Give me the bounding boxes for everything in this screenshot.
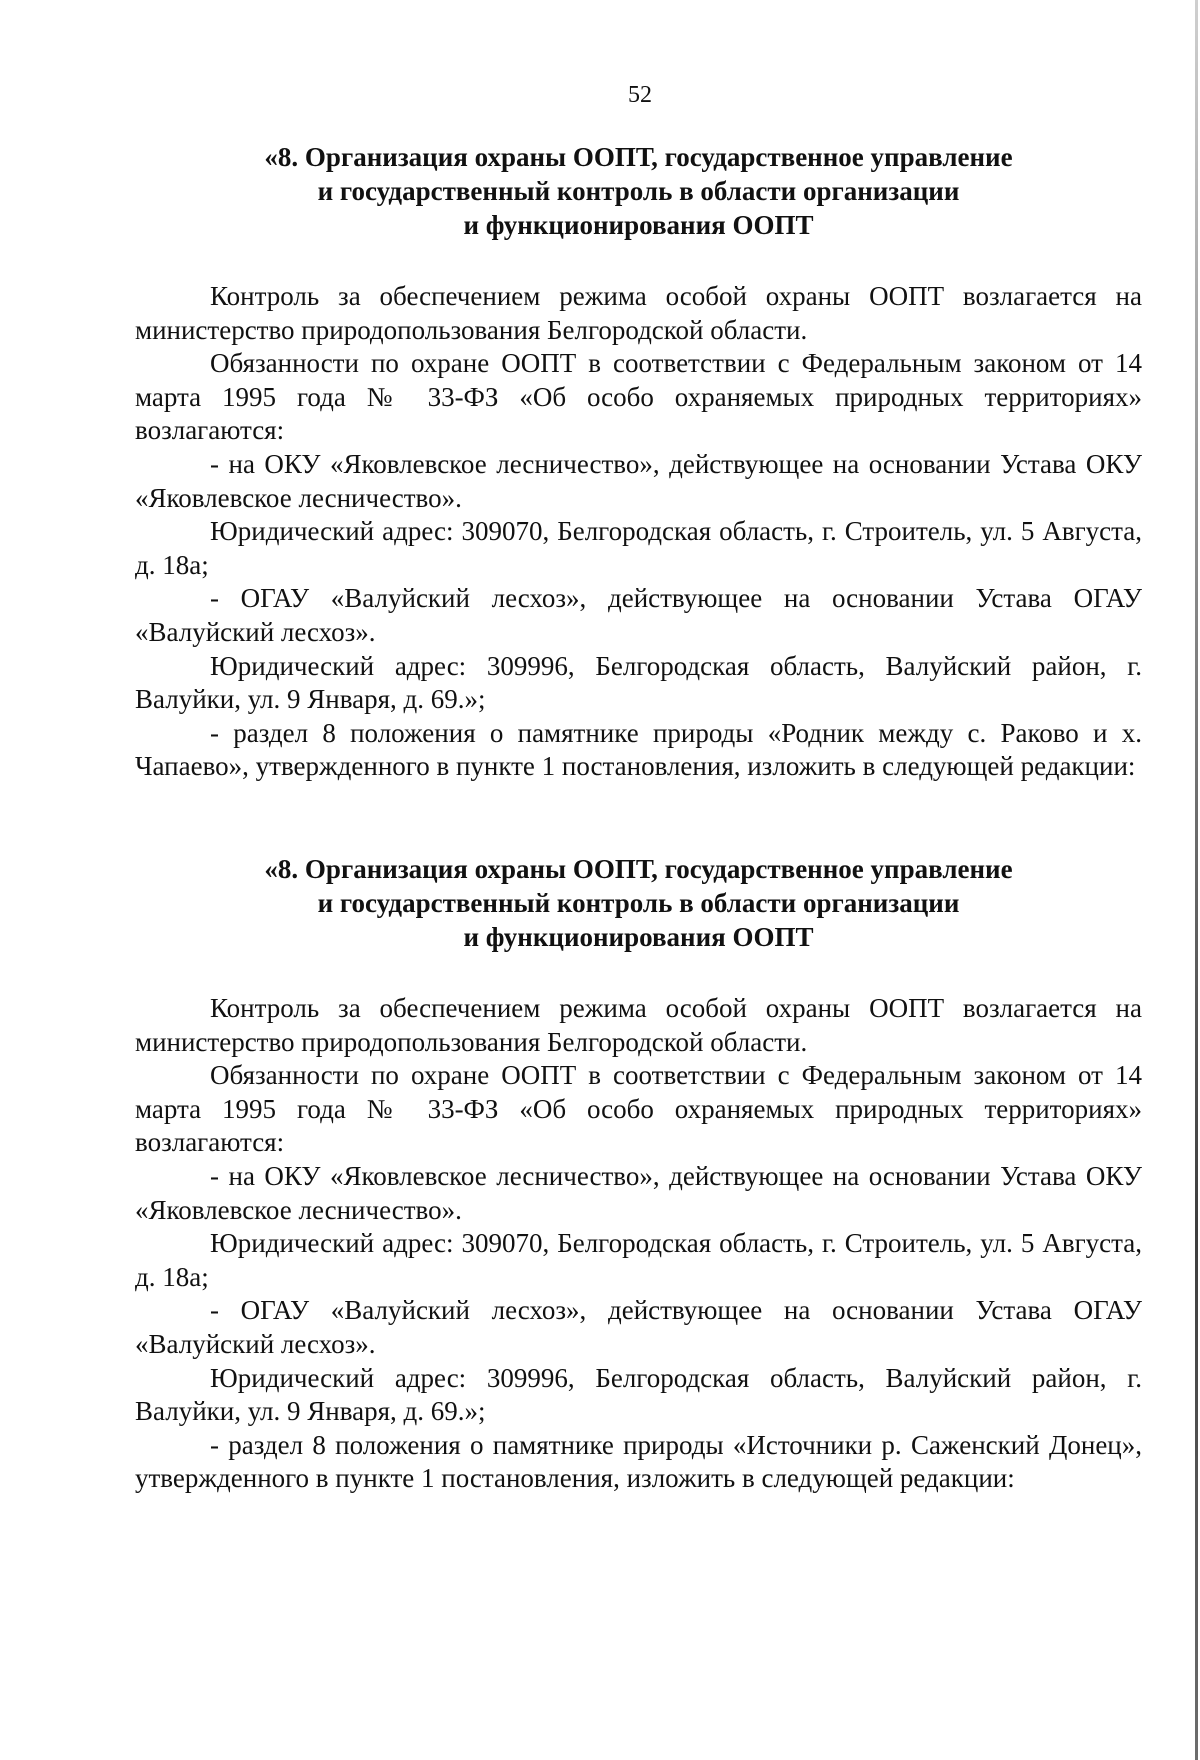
paragraph-ogau-address: Юридический адрес: 309996, Белгородская область, Валуйский район, г. Валуйки, ул. 9 Января, д. 69.»; (135, 1362, 1142, 1427)
section-1 (135, 140, 1142, 784)
paragraph-duties: Обязанности по охране ООПТ в соответствии с Федеральным законом от 14 марта 1995 года № 33-ФЗ «Об особо охраняемых природных территориях» возлагаются: (135, 348, 1142, 446)
heading-line: и функционирования ООПТ (463, 922, 814, 952)
scan-edge-line (1195, 0, 1198, 1760)
page-number: 52 (628, 82, 652, 108)
paragraph-oku: - на ОКУ «Яковлевское лесничество», действующее на основании Устава ОКУ «Яковлевское лесничество». (135, 448, 1142, 513)
paragraph-ogau: - ОГАУ «Валуйский лесхоз», действующее на основании Устава ОГАУ «Валуйский лесхоз». (135, 1295, 1142, 1359)
section-heading (135, 140, 1142, 242)
document-body (135, 140, 1142, 1494)
section-heading (135, 852, 1142, 954)
paragraph-control: Контроль за обеспечением режима особой охраны ООПТ возлагается на министерство природопользования Белгородской области. (135, 281, 1142, 345)
paragraph-ogau-address: Юридический адрес: 309996, Белгородская область, Валуйский район, г. Валуйки, ул. 9 Января, д. 69.»; (135, 650, 1142, 715)
paragraph-control: Контроль за обеспечением режима особой охраны ООПТ возлагается на министерство природопользования Белгородской области. (135, 993, 1142, 1057)
paragraph-oku-address: Юридический адрес: 309070, Белгородская область, г. Строитель, ул. 5 Августа, д. 18а; (135, 516, 1142, 580)
paragraph-ogau: - ОГАУ «Валуйский лесхоз», действующее на основании Устава ОГАУ «Валуйский лесхоз». (135, 583, 1142, 647)
heading-line: «8. Организация охраны ООПТ, государственное управление (264, 854, 1013, 884)
section-text (135, 280, 1142, 784)
heading-line: «8. Организация охраны ООПТ, государственное управление (264, 142, 1013, 172)
paragraph-amendment: - раздел 8 положения о памятнике природы «Родник между с. Раково и х. Чапаево», утвержденного в пункте 1 постановления, изложить в следующей редакции: (135, 717, 1142, 782)
section-2 (135, 852, 1142, 1496)
paragraph-oku: - на ОКУ «Яковлевское лесничество», действующее на основании Устава ОКУ «Яковлевское лесничество». (135, 1160, 1142, 1225)
paragraph-duties: Обязанности по охране ООПТ в соответствии с Федеральным законом от 14 марта 1995 года № 33-ФЗ «Об особо охраняемых природных территориях» возлагаются: (135, 1060, 1142, 1158)
paragraph-oku-address: Юридический адрес: 309070, Белгородская область, г. Строитель, ул. 5 Августа, д. 18а; (135, 1228, 1142, 1292)
section-text (135, 992, 1142, 1496)
heading-line: и функционирования ООПТ (463, 210, 814, 240)
heading-line: и государственный контроль в области организации (317, 176, 960, 206)
heading-line: и государственный контроль в области организации (317, 888, 960, 918)
paragraph-amendment: - раздел 8 положения о памятнике природы «Источники р. Саженский Донец», утвержденного в пункте 1 постановления, изложить в следующей редакции: (135, 1429, 1142, 1494)
